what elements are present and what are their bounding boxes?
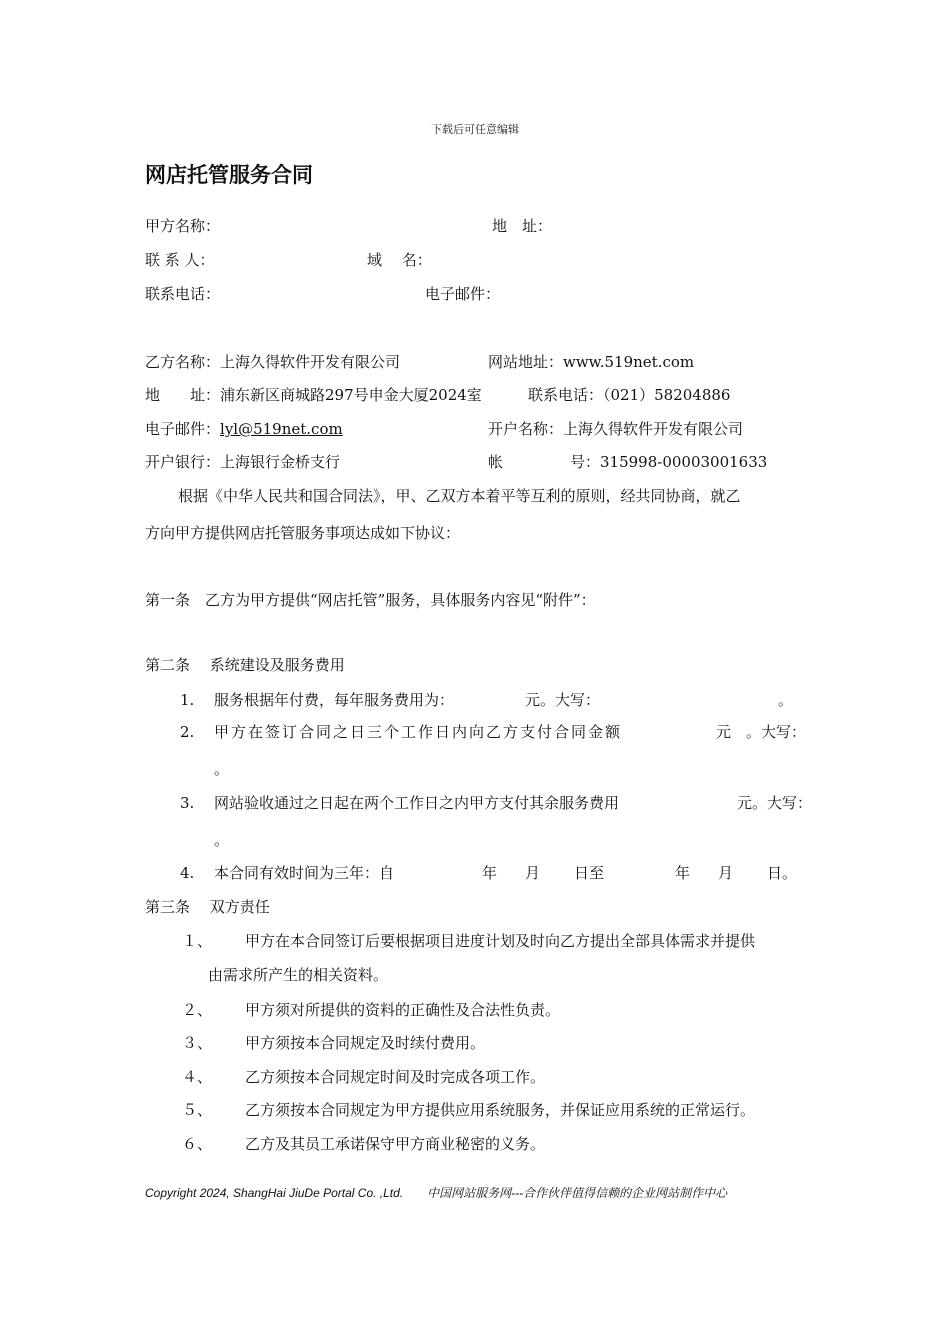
party-a-contact-label: 联 系 人：	[145, 251, 215, 269]
party-a-name-label: 甲方名称：	[145, 217, 221, 235]
party-b-website: 网站地址：www.519net.com	[488, 353, 695, 371]
article-3-item-5-num: ５、	[182, 1101, 213, 1119]
article-2-item-2-text: 甲方在签订合同之日三个工作日内向乙方支付合同金额	[214, 723, 623, 741]
party-a-phone-label: 联系电话：	[145, 285, 221, 303]
article-3-item-4-text: 乙方须按本合同规定时间及时完成各项工作。	[245, 1068, 546, 1086]
party-a-address-label: 地 址：	[492, 217, 553, 235]
article-2-item-2-yuan: 元 。大写：	[716, 723, 807, 741]
article-3-item-4-num: ４、	[182, 1068, 213, 1086]
article-2-item-1-yuan: 元。大写：	[525, 691, 601, 709]
intro-line-2: 方向甲方提供网店托管服务事项达成如下协议：	[145, 524, 461, 542]
contract-title: 网店托管服务合同	[145, 163, 313, 187]
article-1: 第一条 乙方为甲方提供“网店托管”服务，具体服务内容见“附件”：	[145, 591, 596, 609]
intro-line-1: 根据《中华人民共和国合同法》，甲、乙双方本着平等互利的原则，经共同协商，就乙	[178, 487, 741, 505]
header-note: 下载后可任意编辑	[431, 123, 519, 136]
article-2-item-4-month-1: 月	[525, 864, 541, 882]
party-b-email-link[interactable]: lyl@519net.com	[220, 420, 343, 438]
article-2-item-4-year-2: 年	[675, 864, 691, 882]
article-3-heading: 第三条 双方责任	[145, 898, 270, 916]
party-b-name: 乙方名称：上海久得软件开发有限公司	[145, 353, 401, 371]
article-2-item-4-text: 本合同有效时间为三年：自	[214, 864, 395, 882]
party-a-email-label: 电子邮件：	[425, 285, 501, 303]
article-2-item-1-num: 1.	[180, 691, 195, 709]
article-3-item-3-text: 甲方须按本合同规定及时续付费用。	[245, 1034, 486, 1052]
article-3-item-2-text: 甲方须对所提供的资料的正确性及合法性负责。	[245, 1001, 561, 1019]
article-2-item-4-day-2: 日。	[767, 864, 798, 882]
party-b-email-label: 电子邮件：	[145, 420, 221, 438]
article-2-item-3-num: 3.	[180, 794, 195, 812]
party-b-account-name: 开户名称：上海久得软件开发有限公司	[488, 420, 744, 438]
article-3-item-1-text: 甲方在本合同签订后要根据项目进度计划及时向乙方提出全部具体需求并提供	[245, 932, 756, 950]
article-2-item-2-num: 2.	[180, 723, 195, 741]
party-b-email-row	[145, 422, 343, 437]
article-2-heading: 第二条 系统建设及服务费用	[145, 656, 345, 674]
article-2-item-4-year-1: 年	[482, 864, 498, 882]
article-3-item-2-num: ２、	[182, 1001, 213, 1019]
article-3-item-1-cont: 由需求所产生的相关资料。	[208, 966, 389, 984]
footer-copyright: Copyright 2024, ShangHai JiuDe Portal Co. ,Ltd. 中国网站服务网---合作伙伴值得信赖的企业网站制作中心	[145, 1186, 728, 1200]
article-3-item-6-num: ６、	[182, 1135, 213, 1153]
article-2-item-3-text: 网站验收通过之日起在两个工作日之内甲方支付其余服务费用	[214, 794, 620, 812]
article-2-item-4-day-1: 日至	[574, 864, 605, 882]
article-2-item-2-cont: 。	[214, 760, 230, 778]
article-2-item-4-num: 4.	[180, 864, 195, 882]
article-3-item-1-num: １、	[182, 932, 213, 950]
article-2-item-4-month-2: 月	[718, 864, 734, 882]
article-2-item-3-yuan: 元。大写：	[737, 794, 813, 812]
party-a-domain-label: 域 名：	[367, 251, 432, 269]
article-2-item-3-cont: 。	[214, 831, 230, 849]
party-b-bank: 开户银行：上海银行金桥支行	[145, 453, 341, 471]
party-b-phone: 联系电话：（021）58204886	[528, 386, 731, 404]
article-3-item-3-num: ３、	[182, 1034, 213, 1052]
article-3-item-5-text: 乙方须按本合同规定为甲方提供应用系统服务，并保证应用系统的正常运行。	[245, 1101, 756, 1119]
article-3-item-6-text: 乙方及其员工承诺保守甲方商业秘密的义务。	[245, 1135, 546, 1153]
party-b-account-label: 帐	[488, 453, 504, 471]
article-2-item-1-text: 服务根据年付费，每年服务费用为：	[214, 691, 455, 709]
article-2-item-1-end: 。	[778, 691, 794, 709]
party-b-address: 地 址：浦东新区商城路297号申金大厦2024室	[145, 386, 482, 404]
party-b-account-number: 号：315998-00003001633	[570, 453, 768, 471]
